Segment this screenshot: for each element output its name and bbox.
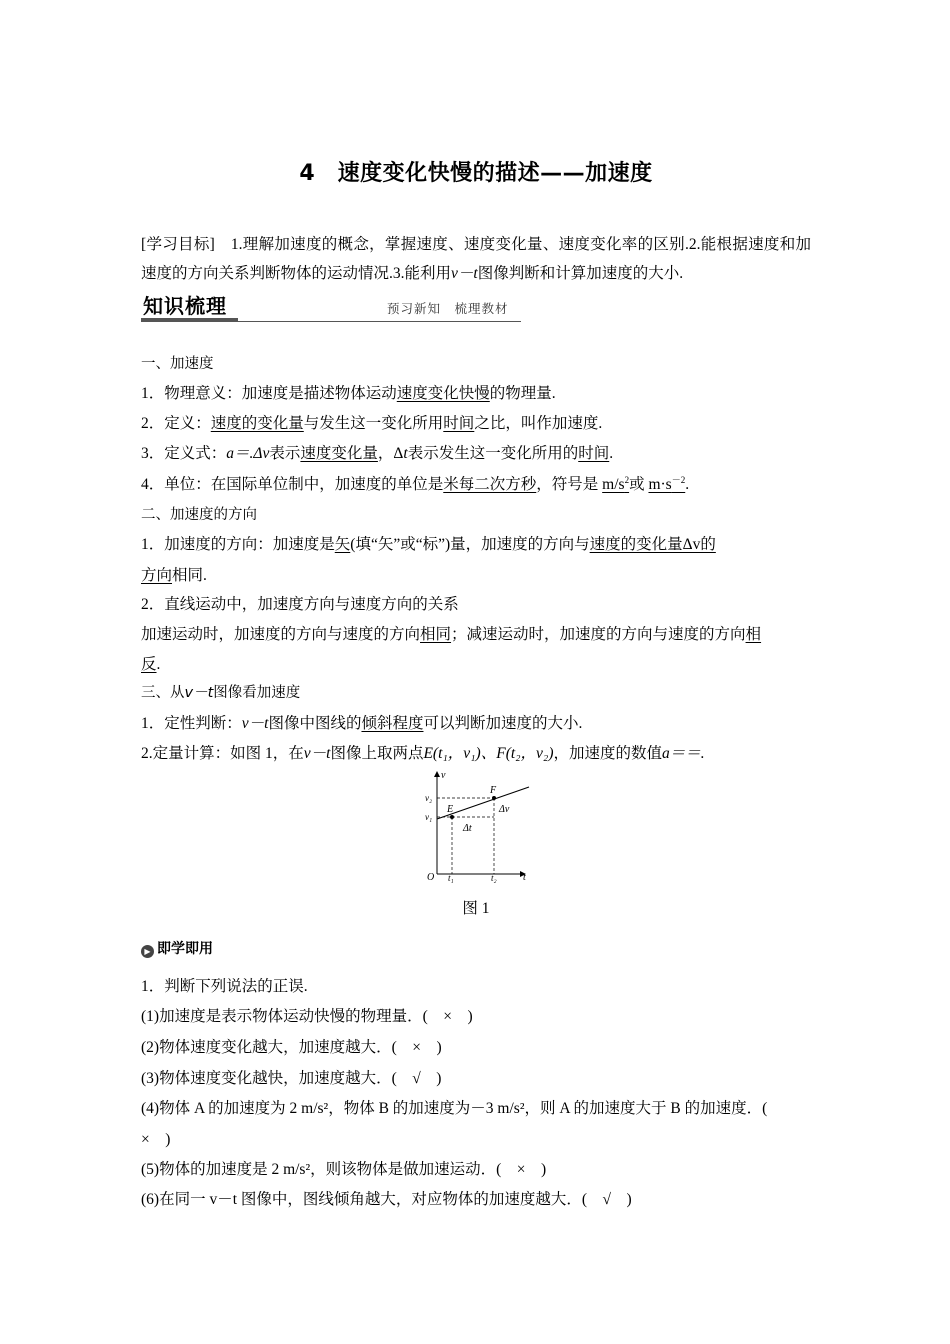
- p1-line-2: [141, 411, 811, 433]
- figure-caption: 图 1: [462, 900, 490, 917]
- answer-blank: 矢: [334, 536, 351, 553]
- p1-line-1: [141, 381, 811, 403]
- text: 的物理量.: [489, 385, 556, 402]
- learning-objectives: [141, 230, 811, 288]
- section-title: 知识梳理: [143, 294, 227, 318]
- answer-blank: 倾斜程度: [361, 715, 424, 732]
- text: .: [609, 445, 614, 462]
- label-t2: t₂: [491, 873, 497, 883]
- text: 2.定量计算：如图 1，在: [141, 745, 304, 762]
- answer-blank: 速度的变化量Δv的: [589, 536, 716, 553]
- text: 表示: [269, 445, 301, 462]
- practice-item-1: (1)加速度是表示物体运动快慢的物理量．( × ): [141, 1008, 473, 1025]
- text: .: [685, 476, 690, 493]
- section-banner: [141, 288, 526, 328]
- text: 2．定义：: [141, 415, 211, 432]
- text: 3．定义式：: [141, 445, 227, 462]
- practice-heading: [141, 938, 213, 958]
- label-t1: t₁: [448, 873, 454, 883]
- point-f-dot: [492, 796, 496, 800]
- formula: a＝.Δ: [226, 445, 263, 462]
- vt-graph-figure: [419, 768, 539, 886]
- formula: a＝＝.: [662, 745, 705, 762]
- section-underline: [141, 321, 521, 322]
- label-delta-t: Δt: [463, 823, 472, 834]
- practice-item-3: (3)物体速度变化越快，加速度越大．( √ ): [141, 1070, 442, 1087]
- text: 加速运动时，加速度的方向与速度的方向: [141, 626, 421, 643]
- p2-line-1b: [141, 563, 811, 585]
- answer-blank-unit-2: [648, 476, 685, 493]
- label-f: F: [490, 785, 497, 796]
- p3-line-2: [141, 741, 811, 763]
- p2-line-1: [141, 532, 811, 554]
- answer-blank: 速度的变化量: [210, 415, 304, 432]
- points: E(t₁，v₁)、F(t₂，v₂): [423, 745, 554, 762]
- label-delta-v: Δv: [499, 804, 510, 815]
- text: 表示发生这一变化所用的: [407, 445, 579, 462]
- text: ，符号是: [536, 476, 603, 493]
- superscript: 2: [624, 474, 630, 485]
- practice-question: 1．判断下列说法的正误.: [141, 978, 308, 995]
- label-origin: O: [427, 872, 435, 883]
- p3-line-1: [141, 711, 811, 733]
- p2-line-2: 2．直线运动中，加速度方向与速度方向的关系: [141, 596, 459, 613]
- formula-vt: v－t: [241, 715, 269, 732]
- practice-item-4: (4)物体 A 的加速度为 2 m/s²，物体 B 的加速度为－3 m/s²，则 A 的加速度大于 B 的加速度．(: [141, 1100, 768, 1117]
- practice-heading-text: 即学即用: [157, 941, 213, 957]
- text: 图像中图线的: [268, 715, 362, 732]
- answer-blank-unit: [602, 476, 629, 493]
- text: ；减速运动时，加速度的方向与速度的方向: [451, 626, 746, 643]
- practice-item-4b: × ): [141, 1131, 171, 1148]
- label-v2: v₂: [425, 793, 433, 803]
- unit: m·s: [648, 476, 672, 493]
- superscript: －2: [671, 474, 686, 485]
- p1-line-4: [141, 472, 811, 494]
- text: ，Δ: [377, 445, 404, 462]
- formula-vt: v－t: [303, 745, 331, 762]
- text: 图像看加速度: [213, 685, 301, 701]
- answer-blank: 速度变化快慢: [396, 385, 490, 402]
- text: 与发生这一变化所用: [303, 415, 444, 432]
- formula-v: v: [262, 445, 270, 462]
- text: 或: [629, 476, 649, 493]
- point-e-dot: [450, 815, 454, 819]
- answer-blank: 米每二次方秒: [443, 476, 537, 493]
- formula-vt: v－t: [184, 685, 214, 701]
- heading-vt-graph: [141, 681, 811, 702]
- objective-label: [学习目标]: [141, 236, 215, 253]
- text: 可以判断加速度的大小.: [423, 715, 583, 732]
- text: 1．加速度的方向：加速度是: [141, 536, 335, 553]
- objective-text-1: 1.理解加速度的概念，掌握速度、速度变化量、速度变化率的区别.2.能根据速度和加速度的方向关系判断物体的运动情况.3.能利用: [141, 236, 811, 282]
- text: 图像上取两点: [330, 745, 424, 762]
- objective-text-2: 图像判断和计算加速度的大小.: [477, 265, 684, 282]
- answer-blank: 速度变化量: [300, 445, 378, 462]
- text: 4．单位：在国际单位制中，加速度的单位是: [141, 476, 444, 493]
- label-e: E: [447, 804, 454, 815]
- label-v: v: [441, 770, 446, 781]
- text: 1．物理意义：加速度是描述物体运动: [141, 385, 397, 402]
- unit: m/s: [602, 476, 625, 493]
- label-v1: v₁: [425, 812, 433, 822]
- text: .: [156, 656, 161, 673]
- text: 三、从: [141, 685, 185, 701]
- answer-blank: 方向: [141, 567, 173, 584]
- text: 1．定性判断：: [141, 715, 242, 732]
- p2-line-3b: [141, 652, 811, 674]
- answer-blank: 反: [141, 656, 157, 673]
- p1-line-3: [141, 441, 811, 463]
- p2-line-3: [141, 622, 811, 644]
- play-icon: ▶: [141, 945, 154, 958]
- practice-item-6: (6)在同一 v－t 图像中，图线倾角越大，对应物体的加速度越大．( √ ): [141, 1191, 632, 1208]
- objective-vt: v－t: [451, 265, 478, 282]
- text: 相同.: [172, 567, 207, 584]
- formula-t: t: [403, 445, 408, 462]
- practice-item-2: (2)物体速度变化越大，加速度越大．( × ): [141, 1039, 442, 1056]
- heading-direction: 二、加速度的方向: [141, 507, 257, 523]
- section-tag: 预习新知 梳理教材: [387, 301, 509, 316]
- text: 之比，叫作加速度.: [474, 415, 603, 432]
- answer-blank: 时间: [578, 445, 610, 462]
- text: (填“矢”或“标”)量，加速度的方向与: [350, 536, 590, 553]
- answer-blank: 时间: [443, 415, 475, 432]
- label-t: t: [523, 872, 526, 883]
- answer-blank: 相同: [420, 626, 452, 643]
- practice-item-5: (5)物体的加速度是 2 m/s²，则该物体是做加速运动．( × ): [141, 1161, 547, 1178]
- heading-acceleration: 一、加速度: [141, 356, 214, 372]
- answer-blank: 相: [745, 626, 762, 643]
- page-title: 4 速度变化快慢的描述——加速度: [299, 161, 653, 186]
- text: ，加速度的数值: [553, 745, 662, 762]
